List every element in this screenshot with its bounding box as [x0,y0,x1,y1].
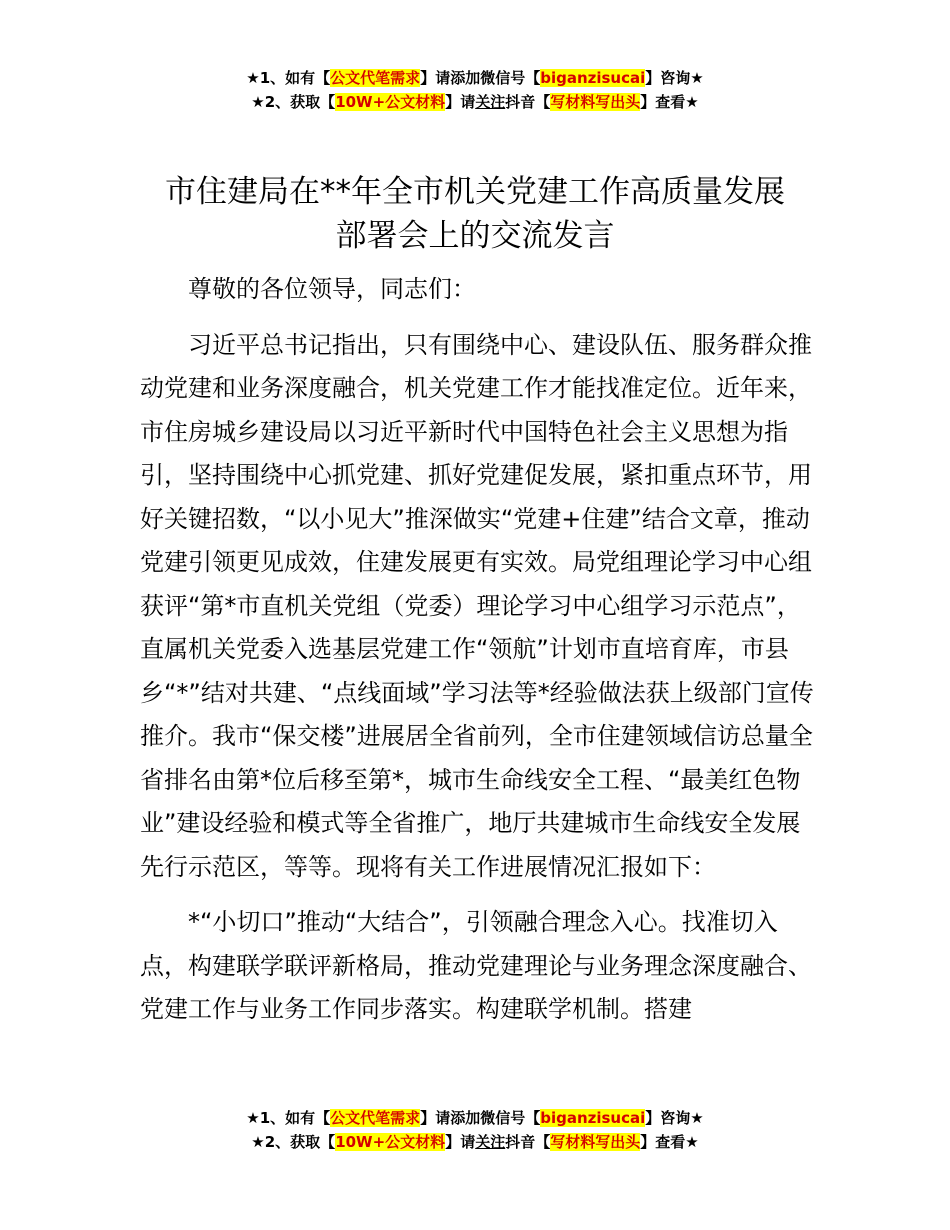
promo-line-1 [0,1106,950,1130]
promo-highlight: 公文代笔需求 [330,69,421,87]
promo-underlined: 关注 [475,93,506,111]
promo-text: 】请添加微信号【 [420,69,541,87]
paragraph-1: 习近平总书记指出，只有围绕中心、建设队伍、服务群众推动党建和业务深度融合，机关党建工作才能找准定位。近年来，市住房城乡建设局以习近平新时代中国特色社会主义思想为指引，坚持围绕中心抓党建、抓好党建促发展，紧扣重点环节，用好关键招数，“以小见大”推深做实“党建+住建”结合文章，推动党建引领更见成效，住建发展更有实效。局党组理论学习中心组获评“第*市直机关党组（党委）理论学习中心组学习示范点”，直属机关党委入选基层党建工作“领航”计划市直培育库，市县乡“*”结对共建、“点线面域”学习法等*经验做法获上级部门宣传推介。我市“保交楼”进展居全省前列，全市住建领域信访总量全省排名由第*位后移至第*，城市生命线安全工程、“最美红色物业”建设经验和模式等全省推广，地厅共建城市生命线安全发展先行示范区，等等。现将有关工作进展情况汇报如下： [140,330,814,881]
promo-text: ★2、获取【 [251,93,336,111]
promo-highlight: 10W+公文材料 [335,93,446,111]
promo-wechat-id: biganzisucai [540,69,646,87]
promo-banner-bottom [0,1106,950,1154]
promo-text: 】咨询★ [645,1109,704,1127]
greeting: 尊敬的各位领导，同志们： [188,275,476,303]
promo-text: 】请 [445,1133,476,1151]
promo-underlined: 关注 [475,1133,506,1151]
promo-line-2 [0,90,950,114]
promo-text: ★1、如有【 [246,69,331,87]
paragraph-2: *“小切口”推动“大结合”，引领融合理念入心。找准切入点，构建联学联评新格局，推动党建理论与业务理念深度融合、党建工作与业务工作同步落实。构建联学机制。搭建 [140,908,812,1023]
promo-highlight: 10W+公文材料 [335,1133,446,1151]
promo-text: 抖音【 [505,1133,551,1151]
title-line-2: 部署会上的交流发言 [335,218,615,254]
promo-banner-top [0,66,950,114]
promo-highlight: 公文代笔需求 [330,1109,421,1127]
promo-text: ★2、获取【 [251,1133,336,1151]
promo-highlight: 写材料写出头 [550,1133,641,1151]
promo-text: 】咨询★ [645,69,704,87]
title-line-1: 市住建局在**年全市机关党建工作高质量发展 [165,174,785,210]
promo-text: 抖音【 [505,93,551,111]
promo-line-2 [0,1130,950,1154]
document-body [140,268,820,1032]
document-title [0,170,950,258]
promo-text: ★1、如有【 [246,1109,331,1127]
promo-highlight: 写材料写出头 [550,93,641,111]
promo-line-1 [0,66,950,90]
promo-text: 】查看★ [640,93,699,111]
promo-text: 】查看★ [640,1133,699,1151]
promo-text: 】请 [445,93,476,111]
promo-wechat-id: biganzisucai [540,1109,646,1127]
promo-text: 】请添加微信号【 [420,1109,541,1127]
